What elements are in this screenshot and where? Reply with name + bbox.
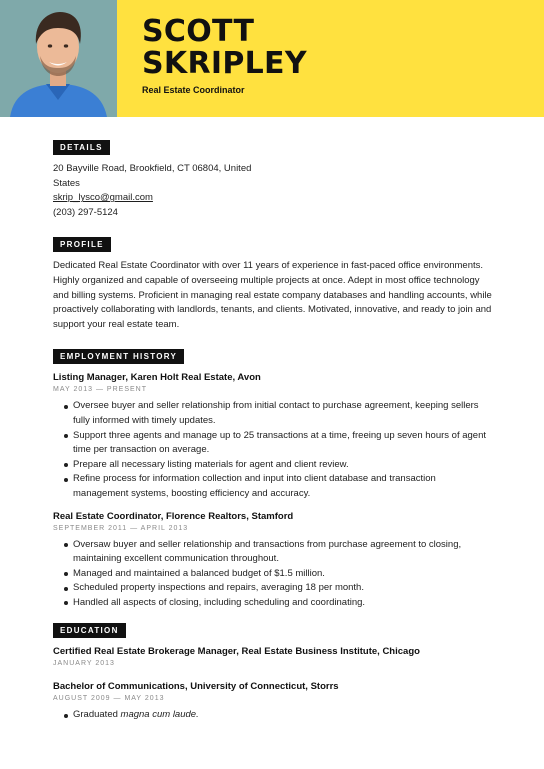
- last-name: SKRIPLEY: [142, 46, 307, 81]
- bullet-item: Scheduled property inspections and repairs, averaging 18 per month.: [73, 581, 493, 596]
- education-bullets: [53, 708, 493, 723]
- resume-body: [53, 137, 493, 737]
- job-bullets: [53, 538, 493, 611]
- address-line-2: States: [53, 177, 80, 189]
- education-label: EDUCATION: [53, 623, 126, 638]
- bullet-prefix: Graduated: [73, 709, 121, 721]
- details-section: [53, 137, 493, 220]
- name-block: [142, 16, 307, 95]
- email-link[interactable]: skrip_lysco@gmail.com: [53, 192, 153, 204]
- bullet-item: [73, 708, 493, 723]
- phone-number: (203) 297-5124: [53, 206, 118, 218]
- job-bullets: [53, 399, 493, 501]
- education-entry: [53, 645, 493, 670]
- first-name: SCOTT: [142, 14, 255, 49]
- education-dates: AUGUST 2009 — MAY 2013: [53, 695, 165, 703]
- job-dates: MAY 2013 — PRESENT: [53, 386, 147, 394]
- job-entry: [53, 371, 493, 501]
- education-dates: JANUARY 2013: [53, 660, 115, 668]
- employment-label: EMPLOYMENT HISTORY: [53, 349, 184, 364]
- bullet-item: Refine process for information collection and input into client database and transaction management systems, boosting efficiency and accuracy.: [73, 472, 493, 501]
- job-title: Real Estate Coordinator: [142, 85, 245, 95]
- job-dates: SEPTEMBER 2011 — APRIL 2013: [53, 524, 189, 532]
- job-title-employer: Real Estate Coordinator, Florence Realtors, Stamford: [53, 510, 294, 522]
- profile-text: Dedicated Real Estate Coordinator with over 11 years of experience in fast-paced office environments. Highly organized and capable of overseeing multiple projects at once. Adept in most office technology and billing systems. Proficient in managing real estate company databases and handling accounts, while proactively collaborating with landlords, tenants, and clients. Motivated, innovative, and ready to join and support your real estate team.: [53, 260, 492, 330]
- address-line-1: 20 Bayville Road, Brookfield, CT 06804, United: [53, 163, 252, 174]
- details-label: DETAILS: [53, 140, 110, 155]
- degree-institution: Bachelor of Communications, University of Connecticut, Storrs: [53, 681, 339, 693]
- bullet-item: Support three agents and manage up to 25 transactions at a time, freeing up seven hours of agent time per transaction on average.: [73, 429, 493, 458]
- job-entry: [53, 510, 493, 611]
- bullet-emphasis: magna cum laude.: [120, 709, 199, 721]
- resume-header: [0, 0, 544, 117]
- education-section: [53, 620, 493, 723]
- education-entry: [53, 680, 493, 723]
- bullet-item: Managed and maintained a balanced budget of $1.5 million.: [73, 567, 493, 582]
- degree-institution: Certified Real Estate Brokerage Manager, Real Estate Business Institute, Chicago: [53, 646, 420, 658]
- bullet-item: Oversee buyer and seller relationship from initial contact to purchase agreement, keeping sellers fully informed with timely updates.: [73, 399, 493, 428]
- profile-label: PROFILE: [53, 237, 111, 252]
- bullet-item: Handled all aspects of closing, including scheduling and coordinating.: [73, 596, 493, 611]
- profile-section: [53, 234, 493, 332]
- bullet-item: Prepare all necessary listing materials for agent and client review.: [73, 458, 493, 473]
- profile-photo: [0, 0, 117, 117]
- bullet-item: Oversaw buyer and seller relationship and transactions from purchase agreement to closing, maintaining excellent communication throughout.: [73, 538, 493, 567]
- employment-section: [53, 346, 493, 610]
- job-title-employer: Listing Manager, Karen Holt Real Estate, Avon: [53, 372, 261, 384]
- person-avatar-icon: [0, 0, 117, 117]
